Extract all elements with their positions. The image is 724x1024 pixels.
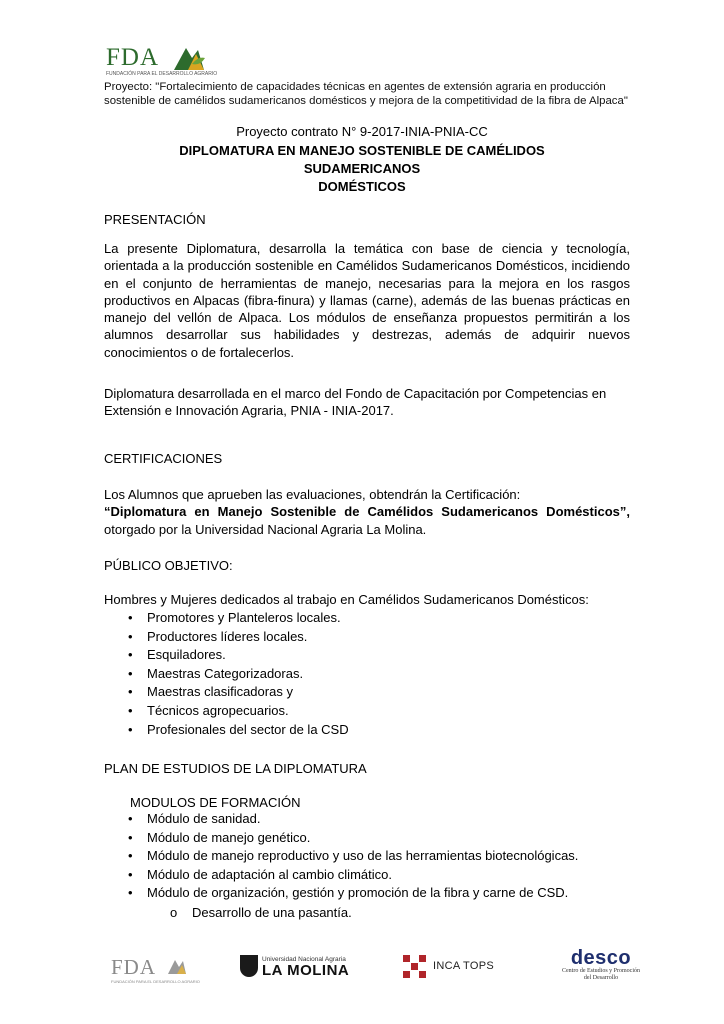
inca-square-icon bbox=[419, 955, 426, 962]
project-header-line1: Proyecto: "Fortalecimiento de capacidades técnicas en agentes de extensión agraria en producción bbox=[104, 81, 606, 93]
certificaciones-line: Los Alumnos que aprueben las evaluaciones, obtendrán la Certificación: bbox=[104, 487, 521, 502]
footer-fda-tagline: FUNDACIÓN PARA EL DESARROLLO AGRARIO bbox=[111, 979, 200, 984]
modulos-list bbox=[128, 810, 578, 903]
inca-square-icon bbox=[419, 971, 426, 978]
list-item: • Módulo de manejo reproductivo y uso de las herramientas biotecnológicas. bbox=[128, 847, 578, 866]
circle-bullet-icon: o bbox=[170, 905, 178, 920]
footer-fda-logo bbox=[111, 955, 200, 985]
modulos-subheading: MODULOS DE FORMACIÓN bbox=[130, 795, 301, 810]
fda-logo-text: FDA bbox=[106, 44, 160, 71]
contract-number: Proyecto contrato N° 9-2017-INIA-PNIA-CC bbox=[236, 124, 488, 139]
footer-desco-big: desco bbox=[570, 947, 632, 969]
footer-desco-logo bbox=[556, 948, 646, 988]
list-item: • Módulo de manejo genético. bbox=[128, 829, 578, 848]
footer-inca-tops-logo bbox=[403, 955, 513, 981]
publico-list bbox=[128, 609, 349, 739]
certificaciones-line: otorgado por la Universidad Nacional Agraria La Molina. bbox=[104, 521, 427, 537]
footer-fda-text: FDA bbox=[111, 955, 157, 979]
footer-inca-text: INCA TOPS bbox=[433, 960, 494, 972]
inca-square-icon bbox=[403, 955, 410, 962]
certificacion-title: “Diplomatura en Manejo Sostenible de Camélidos Sudamericanos Domésticos”, bbox=[104, 504, 630, 520]
list-item: • Productores líderes locales. bbox=[128, 628, 349, 647]
inca-square-icon bbox=[411, 963, 418, 970]
list-item: • Módulo de adaptación al cambio climático. bbox=[128, 866, 578, 885]
presentacion-paragraph: La presente Diplomatura, desarrolla la temática con base de ciencia y tecnología, orientada a la producción sostenible en Camélidos Sudamericanos Domésticos, incidiendo en el conjunto de herramientas de manejo, necesarias para la mejora en los rasgos productivos en Alpacas (fibra-finura) y llamas (carne), además de las buenas prácticas en manejo del vellón de Alpaca. Los módulos de enseñanza propuestos permitirán a los alumnos desarrollar sus habilidades y destrezas, además de adquirir nuevos conocimientos o de fortalecerlos. bbox=[104, 241, 630, 360]
publico-intro: Hombres y Mujeres dedicados al trabajo en Camélidos Sudamericanos Domésticos: bbox=[104, 592, 589, 607]
university-shield-icon bbox=[240, 955, 258, 977]
list-item: • Profesionales del sector de la CSD bbox=[128, 721, 349, 740]
page-title-line2: DOMÉSTICOS bbox=[318, 179, 406, 194]
publico-heading: PÚBLICO OBJETIVO: bbox=[104, 558, 233, 573]
list-item: • Promotores y Planteleros locales. bbox=[128, 609, 349, 628]
footer-la-molina-logo bbox=[240, 955, 360, 981]
list-item: • Técnicos agropecuarios. bbox=[128, 702, 349, 721]
presentacion-heading: PRESENTACIÓN bbox=[104, 212, 206, 227]
page-title-line1: DIPLOMATURA EN MANEJO SOSTENIBLE DE CAMÉLIDOS SUDAMERICANOS bbox=[179, 143, 545, 176]
page-title bbox=[120, 142, 604, 196]
inca-square-icon bbox=[403, 971, 410, 978]
presentacion-paragraph-2: Diplomatura desarrollada en el marco del Fondo de Capacitación por Competencias en Extensión e Innovación Agraria, PNIA - INIA-2017. bbox=[104, 386, 607, 419]
footer-desco-small: del Desarrollo bbox=[583, 975, 619, 981]
project-header-line2: sostenible de camélidos sudamericanos domésticos y mejora de la competitividad de la fibra de Alpaca" bbox=[104, 95, 628, 107]
project-header bbox=[104, 80, 644, 108]
certificaciones-text bbox=[104, 486, 630, 538]
plan-heading: PLAN DE ESTUDIOS DE LA DIPLOMATURA bbox=[104, 761, 367, 776]
footer-molina-big: LA MOLINA bbox=[262, 962, 350, 979]
fda-logo-tagline: FUNDACIÓN PARA EL DESARROLLO AGRARIO bbox=[106, 71, 218, 77]
modulos-subitem bbox=[170, 905, 352, 920]
list-item: • Esquiladores. bbox=[128, 646, 349, 665]
certificaciones-heading: CERTIFICACIONES bbox=[104, 451, 223, 466]
list-item: • Módulo de sanidad. bbox=[128, 810, 578, 829]
fda-logo bbox=[106, 44, 216, 80]
subitem-text: Desarrollo de una pasantía. bbox=[192, 905, 352, 920]
list-item: • Maestras Categorizadoras. bbox=[128, 665, 349, 684]
footer-desco-small: Centro de Estudios y Promoción bbox=[562, 968, 640, 974]
list-item: • Maestras clasificadoras y bbox=[128, 683, 349, 702]
leaf-icon bbox=[172, 44, 206, 72]
leaf-icon bbox=[167, 957, 187, 975]
list-item: • Módulo de organización, gestión y promoción de la fibra y carne de CSD. bbox=[128, 884, 578, 903]
footer-molina-small: Universidad Nacional Agraria bbox=[262, 956, 346, 963]
